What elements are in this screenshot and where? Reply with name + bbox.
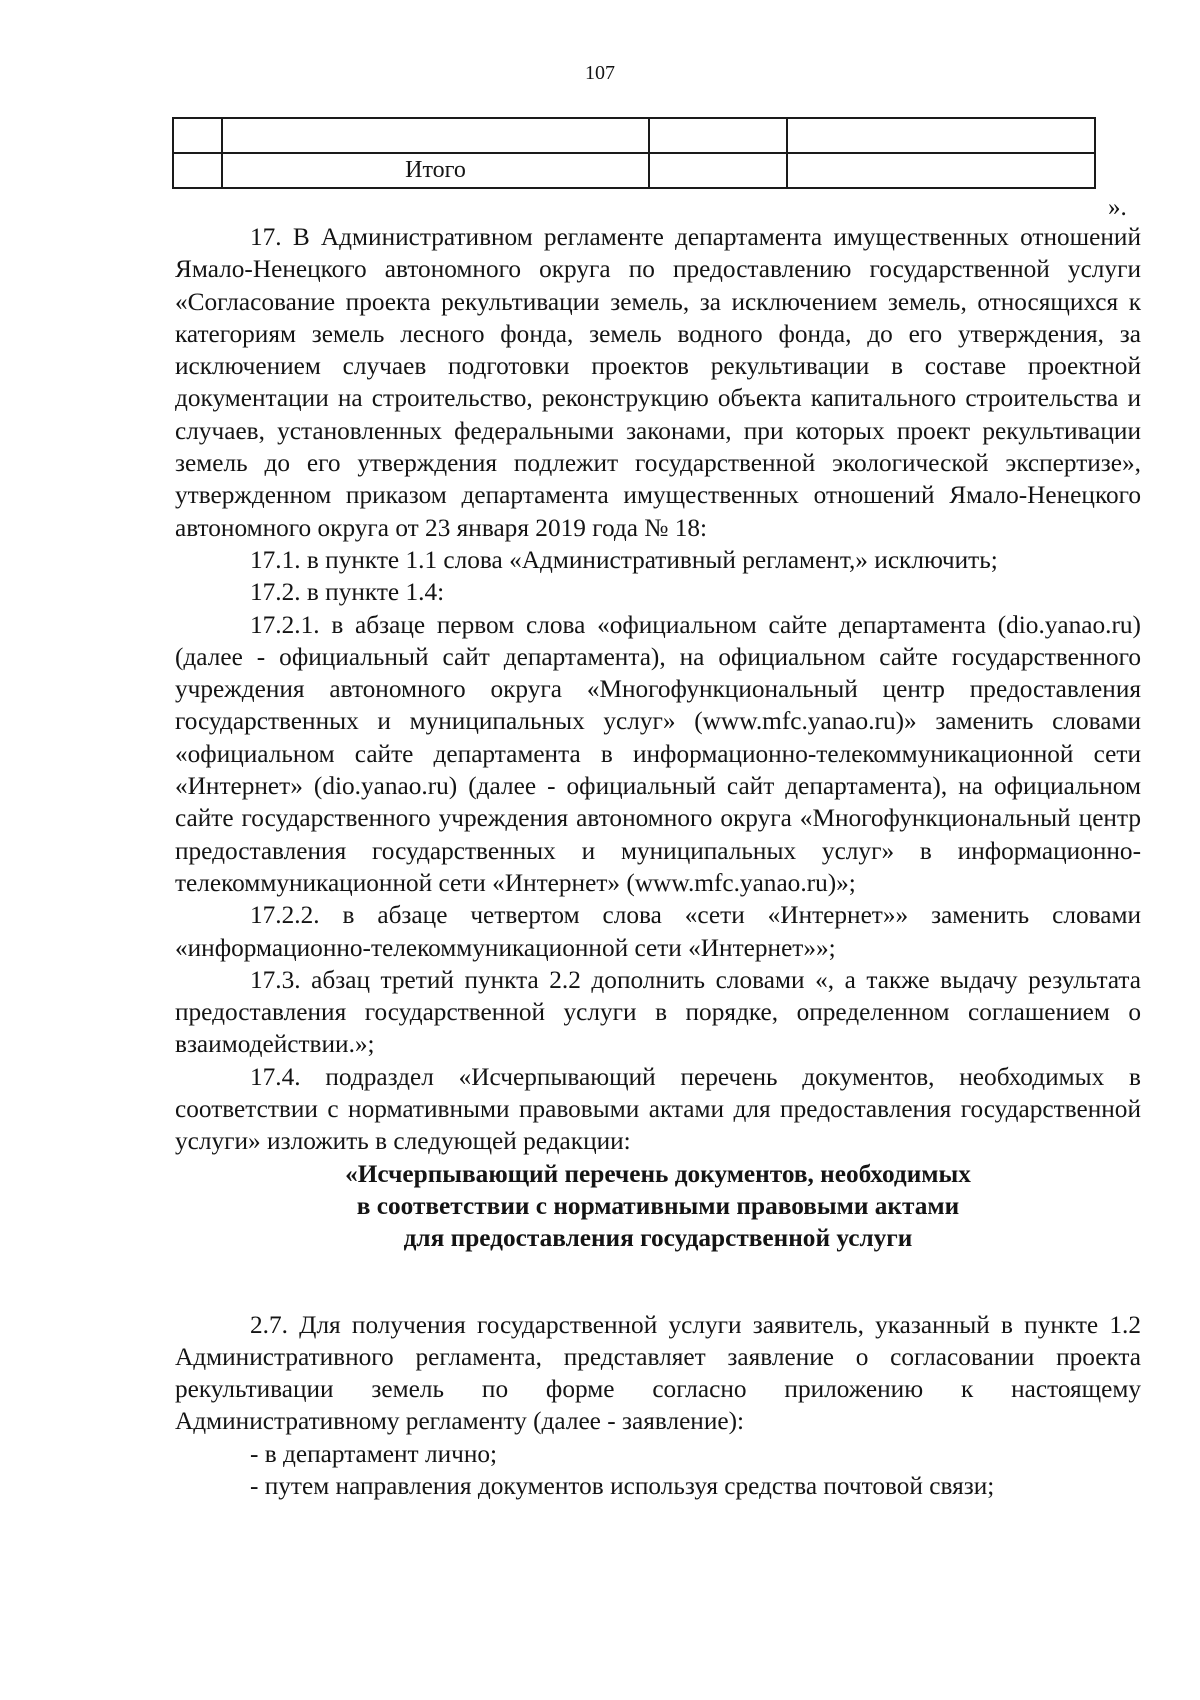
- table-cell: [649, 118, 787, 153]
- section-heading-line: «Исчерпывающий перечень документов, необходимых: [345, 1159, 971, 1188]
- table-cell: [173, 153, 222, 188]
- section-spacer: [175, 1255, 1141, 1309]
- paragraph-17-2: 17.2. в пункте 1.4:: [250, 578, 445, 607]
- section-heading: [175, 1158, 1141, 1255]
- section-heading-line: для предоставления государственной услуги: [403, 1224, 913, 1253]
- paragraph-17-2-2: 17.2.2. в абзаце четвертом слова «сети «Интернет»» заменить словами «информационно-телекоммуникационной сети «Интернет»»;: [175, 901, 1141, 962]
- table-cell: [173, 118, 222, 153]
- table-cell: [222, 118, 649, 153]
- paragraph-17-4: 17.4. подраздел «Исчерпывающий перечень документов, необходимых в соответствии с нормативными правовыми актами для предоставления государственной услуги» изложить в следующей редакции:: [175, 1062, 1141, 1156]
- document-body: [175, 221, 1141, 1502]
- table-cell: [649, 153, 787, 188]
- page-number: 107: [585, 62, 615, 84]
- previous-table-fragment: [172, 117, 1096, 189]
- table-cell: [787, 153, 1095, 188]
- total-label-cell: Итого: [222, 153, 649, 188]
- list-item: - путем направления документов используя средства почтовой связи;: [250, 1471, 995, 1500]
- paragraph-17-1: 17.1. в пункте 1.1 слова «Административный регламент,» исключить;: [250, 545, 998, 574]
- paragraph-17-2-1: 17.2.1. в абзаце первом слова «официальном сайте департамента (dio.yanao.ru) (далее - официальный сайт департамента), на официальном сайте государственного учреждения автономного округа «Многофункциональный центр предоставления государственных и муниципальных услуг» (www.mfc.yanao.ru)» заменить словами «официальном сайте департамента в информационно-телекоммуникационной сети «Интернет» (dio.yanao.ru) (далее - официальный сайт департамента), на официальном сайте государственного учреждения автономного округа «Многофункциональный центр предоставления государственных и муниципальных услуг» в информационно-телекоммуникационной сети «Интернет» (www.mfc.yanao.ru)»;: [175, 610, 1141, 897]
- table-row: [173, 153, 1095, 188]
- paragraph-2-7: 2.7. Для получения государственной услуги заявитель, указанный в пункте 1.2 Административного регламента, представляет заявление о согласовании проекта рекультивации земель по форме согласно приложению к настоящему Административному регламенту (далее - заявление):: [175, 1310, 1141, 1436]
- table-cell: [787, 118, 1095, 153]
- closing-quote-mark: ».: [1108, 194, 1127, 221]
- paragraph-17: 17. В Административном регламенте департамента имущественных отношений Ямало-Ненецкого автономного округа по предоставлению государственной услуги «Согласование проекта рекультивации земель, за исключением земель, относящихся к категориям земель лесного фонда, земель водного фонда, до его утверждения, за исключением случаев подготовки проектов рекультивации в составе проектной документации на строительство, реконструкцию объекта капитального строительства и случаев, установленных федеральными законами, при которых проект рекультивации земель до его утверждения подлежит государственной экологической экспертизе», утвержденном приказом департамента имущественных отношений Ямало-Ненецкого автономного округа от 23 января 2019 года № 18:: [175, 223, 1141, 542]
- paragraph-17-3: 17.3. абзац третий пункта 2.2 дополнить словами «, а также выдачу результата предоставления государственной услуги в порядке, определенном соглашением о взаимодействии.»;: [175, 965, 1141, 1059]
- list-item: - в департамент лично;: [250, 1439, 498, 1468]
- section-heading-line: в соответствии с нормативными правовыми актами: [356, 1191, 960, 1220]
- table-row: [173, 118, 1095, 153]
